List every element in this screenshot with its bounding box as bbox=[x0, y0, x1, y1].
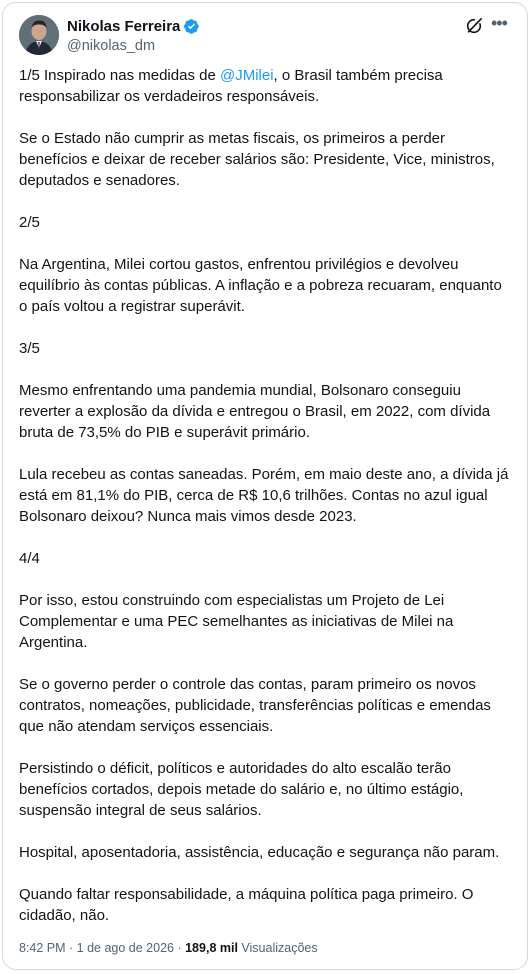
tweet-paragraph-3: 2/5 bbox=[19, 214, 40, 231]
tweet-paragraph-9: Por isso, estou construindo com especialistas um Projeto de Lei Complementar e uma PEC semelhantes as iniciativas de Milei na Argentina. bbox=[19, 592, 454, 651]
author-display-name[interactable]: Nikolas Ferreira bbox=[67, 18, 181, 35]
tweet-paragraph-13: Quando faltar responsabilidade, a máquina política paga primeiro. O cidadão, não. bbox=[19, 886, 474, 924]
mention-link[interactable]: @JMilei bbox=[219, 67, 274, 84]
tweet-paragraph-1: 1/5 Inspirado nas medidas de @JMilei, o Brasil também precisa responsabilizar os verdadeiros responsáveis. bbox=[19, 67, 443, 105]
tweet-text bbox=[19, 65, 511, 926]
tweet-paragraph-2: Se o Estado não cumprir as metas fiscais, os primeiros a perder benefícios e deixar de receber salários são: Presidente, Vice, ministros, deputados e senadores. bbox=[19, 130, 495, 189]
tweet-paragraph-12: Hospital, aposentadoria, assistência, educação e segurança não param. bbox=[19, 844, 500, 861]
tweet-paragraph-10: Se o governo perder o controle das contas, param primeiro os novos contratos, nomeações, publicidade, transferências políticas e emendas que não atendam serviços essenciais. bbox=[19, 676, 491, 735]
tweet-header bbox=[19, 15, 511, 59]
author-handle[interactable]: @nikolas_dm bbox=[67, 38, 156, 54]
tweet-paragraph-11: Persistindo o déficit, políticos e autoridades do alto escalão terão benefícios cortados, depois metade do salário e, no último estágio, suspensão integral de seus salários. bbox=[19, 760, 464, 819]
tweet-paragraph-8: 4/4 bbox=[19, 550, 40, 567]
display-name-row bbox=[67, 17, 200, 36]
tweet-paragraph-5: 3/5 bbox=[19, 340, 40, 357]
tweet-paragraph-4: Na Argentina, Milei cortou gastos, enfrentou privilégios e devolveu equilíbrio às contas públicas. A inflação e a pobreza recuaram, enquanto o país voltou a registrar superávit. bbox=[19, 256, 502, 315]
tweet-card bbox=[2, 2, 528, 970]
tweet-time[interactable]: 8:42 PM bbox=[19, 941, 66, 955]
verified-badge-icon bbox=[183, 18, 200, 35]
views-label: Visualizações bbox=[237, 941, 318, 955]
author-names bbox=[67, 17, 200, 54]
tweet-meta bbox=[19, 941, 318, 955]
more-options-icon[interactable]: ••• bbox=[491, 13, 507, 33]
grok-icon[interactable] bbox=[465, 17, 483, 35]
avatar-image bbox=[19, 15, 59, 55]
meta-separator: · bbox=[65, 941, 77, 955]
tweet-paragraph-7: Lula recebeu as contas saneadas. Porém, em maio deste ano, a dívida já está em 81,1% do PIB, cerca de R$ 10,6 trilhões. Contas no azul igual Bolsonaro deixou? Nunca mais vimos desde 2023. bbox=[19, 466, 509, 525]
meta-separator-2: · bbox=[174, 941, 186, 955]
tweet-date[interactable]: 1 de ago de 2026 bbox=[76, 941, 174, 955]
views-count[interactable]: 189,8 mil bbox=[185, 941, 238, 955]
avatar[interactable] bbox=[19, 15, 59, 55]
tweet-paragraph-6: Mesmo enfrentando uma pandemia mundial, Bolsonaro conseguiu reverter a explosão da dívida e entregou o Brasil, em 2022, com dívida bruta de 73,5% do PIB e superávit primário. bbox=[19, 382, 491, 441]
